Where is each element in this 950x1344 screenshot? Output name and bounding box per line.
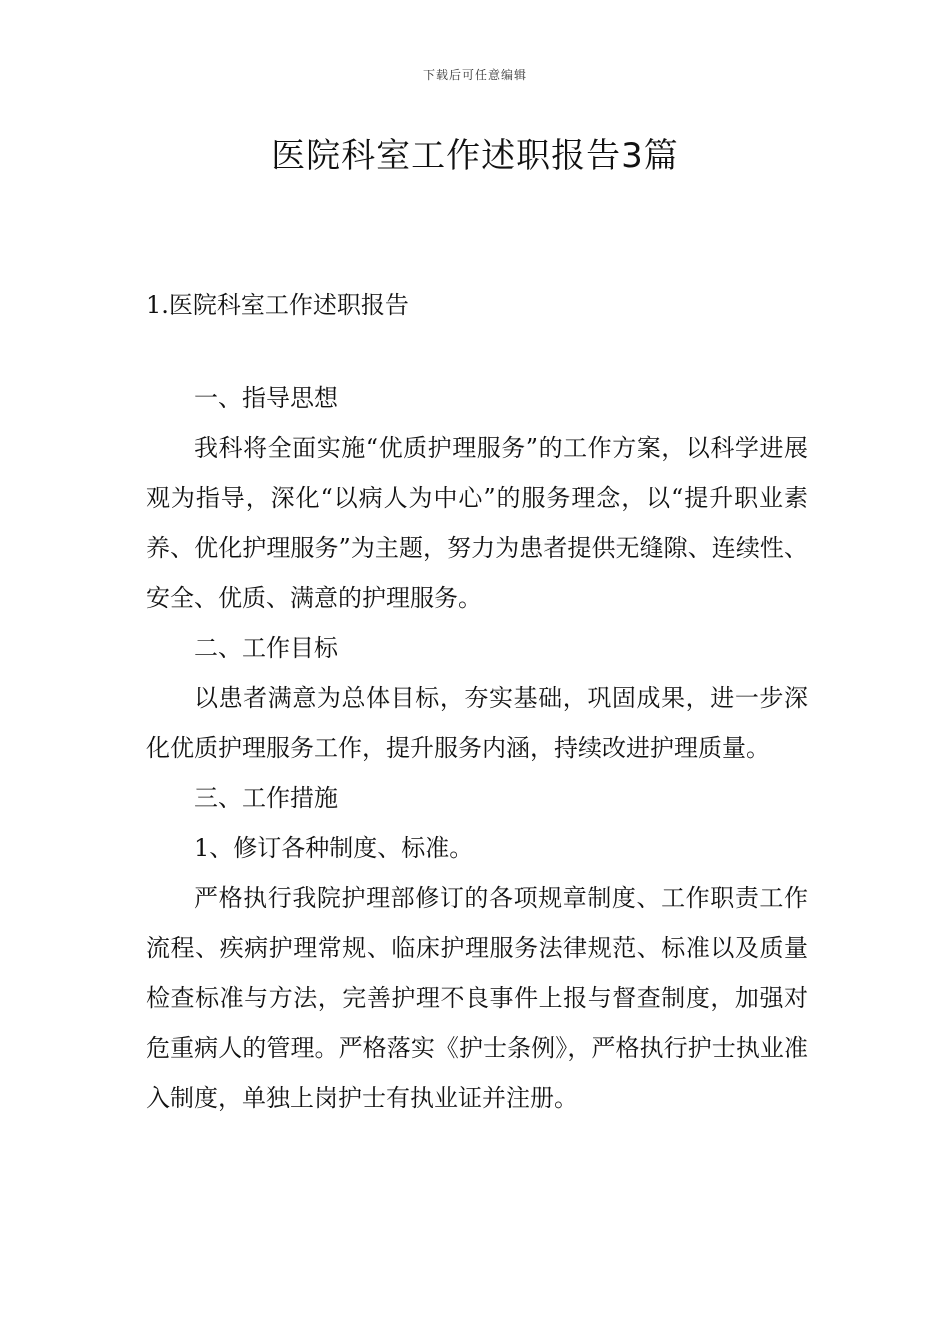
paragraph: 严格执行我院护理部修订的各项规章制度、工作职责工作流程、疾病护理常规、临床护理服务法律规范、标准以及质量检查标准与方法，完善护理不良事件上报与督查制度，加强对危重病人的管理。严格落实《护士条例》，严格执行护士执业准入制度，单独上岗护士有执业证并注册。 — [146, 884, 808, 1112]
heading-guiding-thought: 一、指导思想 — [194, 384, 338, 412]
section-heading: 1.医院科室工作述职报告 — [146, 291, 409, 319]
paragraph: 我科将全面实施“优质护理服务”的工作方案，以科学进展观为指导，深化“以病人为中心”的服务理念，以“提升职业素养、优化护理服务”为主题，努力为患者提供无缝隙、连续性、安全、优质、满意的护理服务。 — [146, 434, 808, 612]
document-title: 医院科室工作述职报告3篇 — [271, 136, 679, 176]
heading-work-measures: 三、工作措施 — [194, 784, 338, 812]
paragraph: 以患者满意为总体目标，夯实基础，巩固成果，进一步深化优质护理服务工作，提升服务内涵，持续改进护理质量。 — [146, 684, 808, 762]
header-note: 下载后可任意编辑 — [422, 68, 527, 82]
subheading-revise-systems: 1、修订各种制度、标准。 — [194, 834, 474, 862]
heading-work-goal: 二、工作目标 — [194, 634, 338, 662]
document-body — [146, 373, 808, 1123]
